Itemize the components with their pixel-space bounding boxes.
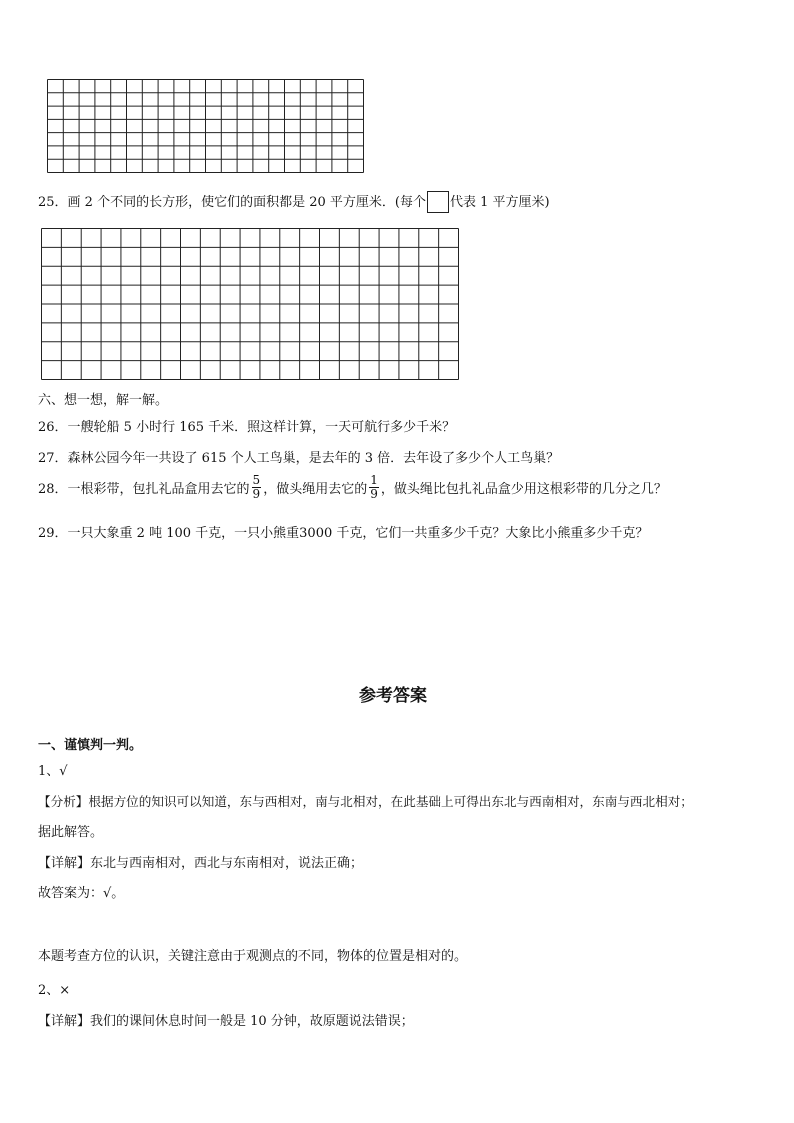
question-25-text-after: 代表 1 平方厘米) [449,195,550,210]
answers-section-1-heading: 一、谨慎判一判。 [38,738,143,753]
fraction-five-ninths [252,474,262,501]
answer-1-detail: 【详解】东北与西南相对，西北与东南相对，说法正确； [38,856,364,871]
answer-1-analysis-line1: 【分析】根据方位的知识可以知道，东与西相对，南与北相对，在此基础上可得出东北与西南相对，东南与西北相对； [38,794,693,809]
unit-square-icon [427,191,449,213]
question-26: 26．一艘轮船 5 小时行 165 千米．照这样计算，一天可航行多少千米？ [38,420,456,435]
question-28 [38,473,667,503]
fraction-denominator: 9 [370,487,378,501]
question-25 [38,191,550,214]
answers-title: 参考答案 [359,686,427,706]
answer-2-label: 2、× [38,983,71,998]
fraction-one-ninth [369,474,379,501]
question-28-part3: ，做头绳比包扎礼品盒少用这根彩带的几分之几？ [380,482,667,497]
question-29: 29．一只大象重 2 吨 100 千克，一只小熊重3000 千克，它们一共重多少千克？大象比小熊重多少千克？ [38,526,649,541]
question-28-part1: 28．一根彩带，包扎礼品盒用去它的 [38,482,250,497]
answer-1-analysis-line2: 据此解答。 [38,825,104,840]
answer-1-comment: 本题考查方位的认识，关键注意由于观测点的不同，物体的位置是相对的。 [38,949,468,964]
grid-paper-question-25 [41,228,459,380]
fraction-denominator: 9 [252,487,261,501]
question-28-part2: ，做头绳用去它的 [263,482,368,497]
fraction-numerator: 5 [252,473,261,487]
section-6-heading: 六、想一想，解一解。 [38,393,169,408]
question-25-text-before: 25．画 2 个不同的长方形，使它们的面积都是 20 平方厘米．(每个 [38,195,426,210]
fraction-numerator: 1 [370,473,378,487]
question-27: 27．森林公园今年一共设了 615 个人工鸟巢，是去年的 3 倍．去年设了多少个人工鸟巢？ [38,451,560,466]
grid-paper-top [47,79,364,173]
answer-1-conclusion: 故答案为：√。 [38,886,125,901]
answer-2-detail: 【详解】我们的课间休息时间一般是 10 分钟，故原题说法错误； [38,1014,414,1029]
answer-1-label: 1、√ [38,764,68,779]
